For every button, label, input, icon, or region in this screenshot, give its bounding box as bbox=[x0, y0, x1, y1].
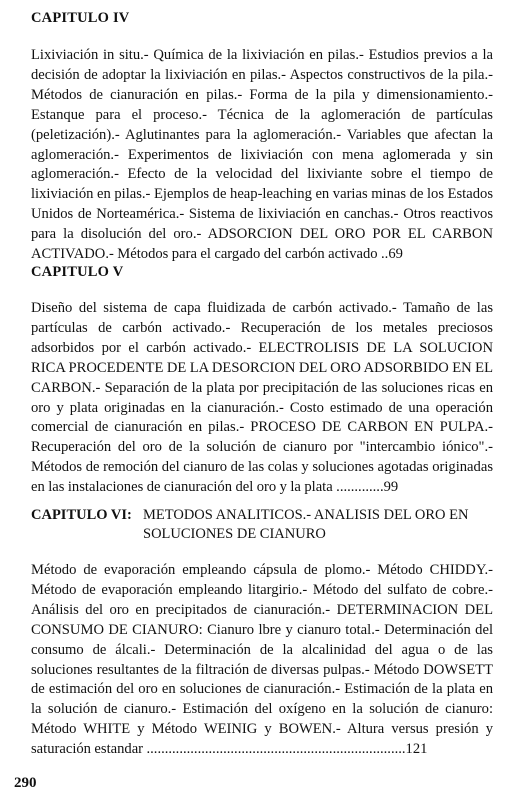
chapter-5-heading: CAPITULO V bbox=[31, 264, 124, 280]
chapter-6-text: Método de evaporación empleando cápsula de plomo.- Método CHIDDY.- Método de evaporación empleando litargirio.- Método del sulfato de cobre.- Análisis del oro en precipitados de cianuración.- DETERMINACION DEL CONSUMO DE CIANURO: Cianuro lbre y cianuro total.- Determinación del consumo de álcali.- Determinación de la alcalinidad del agua o de las soluciones resultantes de la filtración de diversas pulpas.- Método DOWSETT de estimación del oro en soluciones de cianuración.- Estimación de la plata en la solución de cianuro.- Estimación del oxígeno en la solución de cianuro: Método WHITE y Método WEINIG y BOWEN.- Altura versus presión y saturación estandar bbox=[31, 562, 493, 758]
chapter-4-page: 69 bbox=[388, 246, 403, 263]
chapter-4-leader: .. bbox=[377, 246, 389, 263]
chapter-6-page: 121 bbox=[405, 741, 428, 758]
chapter-6-title-line2: SOLUCIONES DE CIANURO bbox=[143, 526, 326, 542]
chapter-6-heading bbox=[31, 507, 468, 524]
chapter-5-text: Diseño del sistema de capa fluidizada de carbón activado.- Tamaño de las partículas de carbón activado.- Recuperación de los metales preciosos adsorbidos por el carbón activado.- ELECTROLISIS DE LA SOLUCION RICA PROCEDENTE DE LA DESORCION DEL ORO ADSORBIDO EN EL CARBON.- Separación de la plata por precipitación de las soluciones ricas en oro y plata originadas en la cianuración.- Costo estimado de una operación comercial de cianuración en pilas.- PROCESO DE CARBON EN PULPA.- Recuperación del oro de la solución de cianuro por "intercambio iónico".- Métodos de remoción del cianuro de las colas y soluciones agotadas originadas en las instalaciones de cianuración del oro y la plata bbox=[31, 300, 493, 496]
chapter-6-leader: ....................................................................... bbox=[143, 741, 406, 758]
chapter-6-title-line1: METODOS ANALITICOS.- ANALISIS DEL ORO EN bbox=[143, 507, 469, 523]
chapter-5-page: 99 bbox=[383, 479, 399, 496]
chapter-5-leader: ............. bbox=[332, 479, 384, 496]
chapter-4-summary bbox=[31, 46, 493, 265]
chapter-6-label: CAPITULO VI: bbox=[31, 507, 132, 523]
page-number: 290 bbox=[14, 775, 37, 791]
chapter-4-text: Lixiviación in situ.- Química de la lixiviación en pilas.- Estudios previos a la decisión de adoptar la lixiviación en pilas.- Aspectos constructivos de la pila.- Métodos de cianuración en pilas.- Forma de la pila y dimensionamiento.- Estanque para el proceso.- Técnica de la aglomeración de partículas (peletización).- Aglutinantes para la aglomeración.- Variables que afectan la aglomeración.- Experimentos de lixiviación con mena aglomerada y sin aglomeración.- Efecto de la velocidad del lixiviante sobre el tiempo de lixiviación en pilas.- Ejemplos de heap-leaching en varias minas de los Estados Unidos de Norteamérica.- Sistema de lixiviación en canchas.- Otros reactivos para la disolución del oro.- ADSORCION DEL ORO POR EL CARBON ACTIVADO.- Métodos para el cargado del carbón activado bbox=[31, 47, 493, 263]
chapter-4-heading: CAPITULO IV bbox=[31, 10, 130, 26]
chapter-5-summary bbox=[31, 299, 493, 498]
chapter-6-summary bbox=[31, 561, 493, 760]
